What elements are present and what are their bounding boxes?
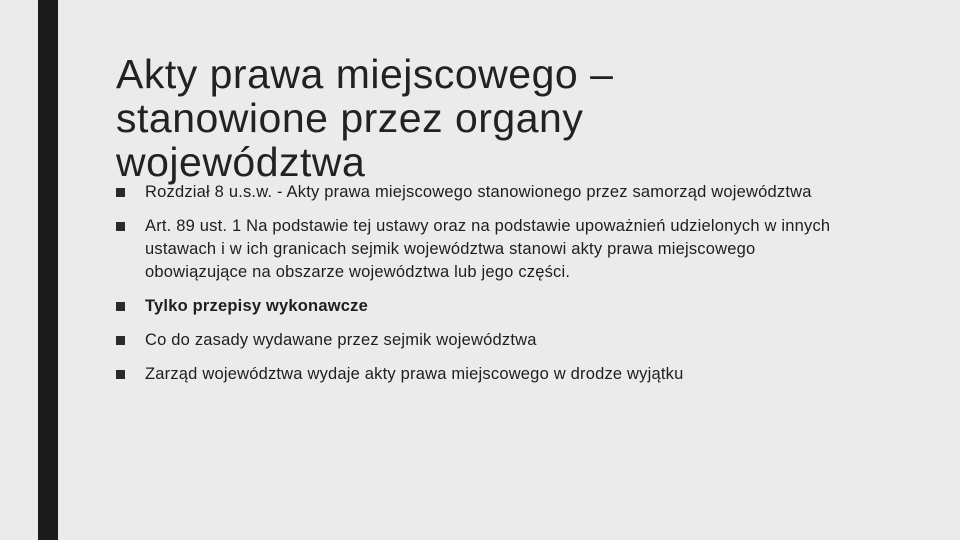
bullet-text: Co do zasady wydawane przez sejmik województwa (145, 331, 537, 349)
bullet-text: Art. 89 ust. 1 Na podstawie tej ustawy oraz na podstawie upoważnień udzielonych w innych ustawach i w ich granicach sejmik województwa stanowi akty prawa miejscowego obowiązujące na obszarze województwa lub jego części. (145, 217, 831, 281)
bullet-text: Zarząd województwa wydaje akty prawa miejscowego w drodze wyjątku (145, 365, 684, 383)
bullet-text: Tylko przepisy wykonawcze (145, 297, 368, 315)
square-bullet-icon (116, 302, 125, 311)
list-item (116, 363, 846, 386)
list-item (116, 215, 846, 284)
list-item (116, 295, 846, 318)
list-item (116, 329, 846, 352)
square-bullet-icon (116, 370, 125, 379)
slide-title: Akty prawa miejscowego – stanowione przez organy województwa (116, 51, 614, 185)
square-bullet-icon (116, 336, 125, 345)
bullet-list (116, 181, 846, 397)
bullet-text: Rozdział 8 u.s.w. - Akty prawa miejscowego stanowionego przez samorząd województwa (145, 183, 812, 201)
square-bullet-icon (116, 222, 125, 231)
left-accent-bar (38, 0, 58, 540)
square-bullet-icon (116, 188, 125, 197)
